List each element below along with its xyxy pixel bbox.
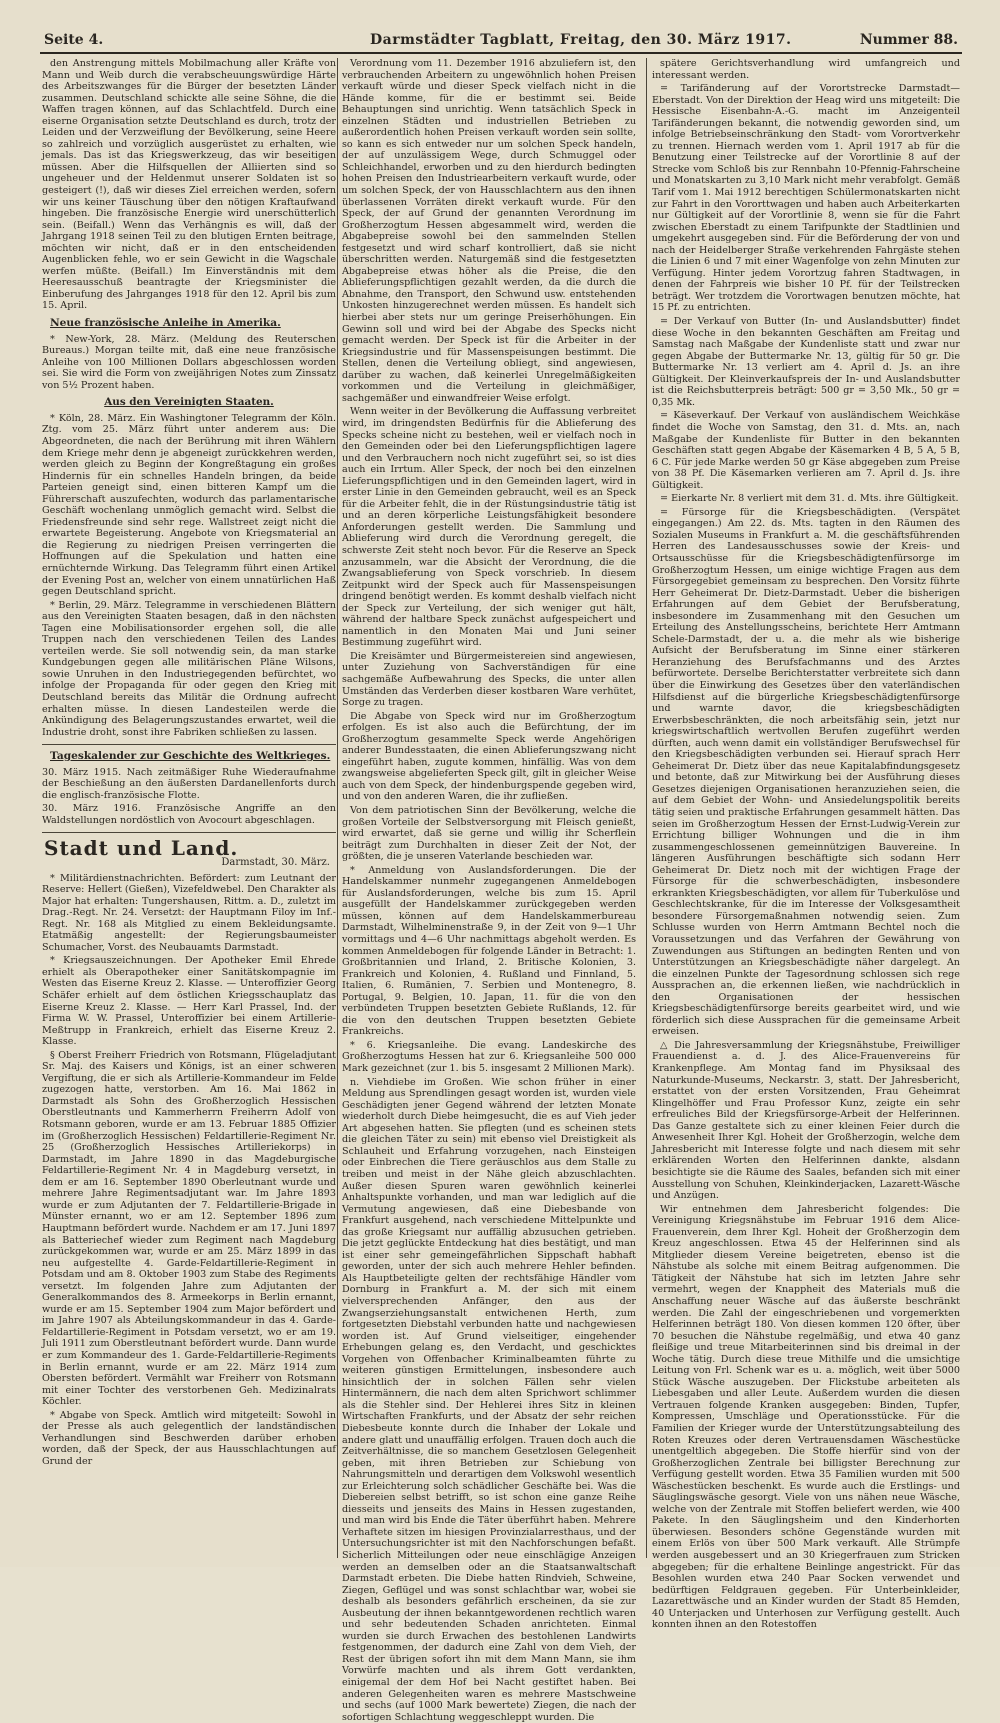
divider <box>42 744 336 745</box>
article-text: = Eierkarte Nr. 8 verliert mit dem 31. d. Mts. ihre Gültigkeit. <box>660 493 959 505</box>
article-text: § Oberst Freiherr Friedrich von Rotsmann, Flügeladjutant Sr. Maj. des Kaisers und Königs, ist an einer schweren Vergiftung, die er sich als Artillerie-Kommandeur im Felde zugezogen hatte, verstorben. Am 16. Mai 1862 in Darmstadt als Sohn des Großherzoglich Hessischen Oberstleutnants und Kammerherrn Freiherrn Adolf von Rotsmann geboren, wurde er am 13. Februar 1885 Offizier im (Großherzoglich Hessischen) Feldartillerie-Regiment Nr. 25 (Großherzoglich Hessisches Artilleriekorps) in Darmstadt, im Jahre 1890 in das Magdeburgische Feldartillerie-Regiment Nr. 4 in Magdeburg versetzt, in dem er am 16. September 1890 Oberleutnant wurde und mehrere Jahre Regimentsadjutant war. Im Jahre 1893 wurde er zum Adjutanten der 7. Feldartillerie-Brigade in Münster ernannt, wo er am 12. September 1896 zum Hauptmann befördert wurde. Nachdem er am 17. Juni 1897 als Batteriechef wieder zum Regiment nach Magdeburg zurückgekommen war, wurde er am 25. März 1899 in das neu aufgestellte 4. Garde-Feldartillerie-Regiment in Potsdam und am 8. Oktober 1903 zum Stabe des Regiments versetzt. Im folgenden Jahre zum Adjutanten der Generalkommandos des 8. Armeekorps in Berlin ernannt, wurde er am 15. September 1904 zum Major befördert und im Jahre 1907 als Abteilungskommandeur in das 4. Garde-Feldartillerie-Regiment in Potsdam versetzt, wo er am 19. Juli 1911 zum Oberstleutnant befördert wurde. Dann wurde er zum Kommandeur des 1. Garde-Feldartillerie-Regiments in Berlin ernannt, wurde er am 22. März 1914 zum Obersten befördert. Vermählt war Freiherr von Rotsmann mit einer Tochter des verstorbenen Geh. Medizinalrats Köchler. <box>42 1049 336 1408</box>
column-3 <box>652 58 960 1631</box>
article-text: * Abgabe von Speck. Amtlich wird mitgeteilt: Sowohl in der Presse als auch gelegentlich der landständischen Verhandlungen sind Beschwerden darüber erhoben worden, daß der Speck, der aus Hausschlachtungen auf Grund der <box>42 1409 336 1467</box>
article-text: * Köln, 28. März. Ein Washingtoner Telegramm der Köln. Ztg. vom 25. März führt unter anderem aus: Die Abgeordneten, die nach der Berührung mit ihren Wählern dem Kriege mehr denn je abgeneigt zurückkehren werden, werden gleich zu Beginn der Kongreßtagung ein großes Hindernis für ein schnelles Handeln bringen, da beide Parteien geneigt sind, einen bitteren Kampf um die Führerschaft auszufechten, wodurch das parlamentarische Geschäft wochenlang unmöglich gemacht wird. Selbst die Friedensfreunde sind sehr rege. Wallstreet zeigt nicht die erwartete Begeisterung. Angebote von Kriegsmaterial an die Regierung zu niedrigen Preisen verringerten die Hoffnungen auf die Spekulation und hatten eine ernüchternde Wirkung. Das Telegramm führt einen Artikel der Evening Post an, welcher von einem unnatürlichen Haß gegen Deutschland spricht. <box>42 412 336 598</box>
column-rule-1 <box>337 58 338 1558</box>
column-rule-2 <box>646 58 647 1558</box>
article-text: Verordnung vom 11. Dezember 1916 abzuliefern ist, den verbrauchenden Arbeitern zu ungewöhnlich hohen Preisen verkauft würde und dieser Speck vielfach nicht in die Hände komme, für die er bestimmt sei. Beide Behauptungen sind unrichtig. Wenn tatsächlich Speck in einzelnen Städten und industriellen Betrieben zu außerordentlich hohen Preisen verkauft worden sein sollte, so kann es sich entweder nur um solchen Speck handeln, der auf unzulässigem Wege, durch Schmuggel oder Schleichhandel, erworben und zu den hierdurch bedingten hohen Preisen den Industriearbeitern verkauft wurde, oder um solchen Speck, der von Hausschlachtern aus den ihnen überlassenen Vorräten direkt verkauft wurde. Für den Speck, der auf Grund der genannten Verordnung im Großherzogtum Hessen abgesammelt wird, werden die Abgabepreise sowohl bei den sammelnden Stellen festgesetzt und wird scharf kontrolliert, daß sie nicht überschritten werden. Naturgemäß sind die festgesetzten Abgabepreise etwas höher als die Preise, die den Ablieferungspflichtigen gezahlt werden, da die durch die Abnahme, den Transport, den Schwund usw. entstehenden Unkosten hinzugerechnet werden müssen. Es handelt sich hierbei aber stets nur um geringe Preiserhöhungen. Ein Gewinn soll und wird bei der Abgabe des Specks nicht gemacht werden. Der Speck ist für die Arbeiter in der Kriegsindustrie und für Massenspeisungen bestimmt. Die Stellen, denen die Verteilung obliegt, sind angewiesen, darüber zu wachen, daß keinerlei Unregelmäßigkeiten vorkommen und die Verteilung in gleichmäßiger, sachgemäßer und einwandfreier Weise erfolgt. <box>342 58 636 404</box>
article-text: = Tarifänderung auf der Vorortstrecke Darmstadt—Eberstadt. Von der Direktion der Heag wird uns mitgeteilt: Die Hessische Eisenbahn-A.-G. macht im Anzeigenteil Tarifänderungen bekannt, die notwendig geworden sind, um infolge Betriebseinschränkung den Stadt- vom Vorortverkehr zu trennen. Hiernach werden vom 1. April 1917 ab für die Benutzung einer Teilstrecke auf der Vorortlinie 8 auf der Strecke vom Schloß bis zur Rennbahn 10-Pfennig-Fahrscheine und Monatskarten zu 3,10 Mark nicht mehr verabfolgt. Gemäß Tarif vom 1. Mai 1912 berechtigen Schülermonatskarten nicht zur Fahrt in den Vororttwagen und haben auch Arbeiterkarten nur Gültigkeit auf der Vorortlinie 8, wenn sie für die Fahrt zwischen Eberstadt zu einem Tarifpunkte der Stadtlinien und umgekehrt ausgegeben sind. Für die Beförderung der von und nach der Heidelberger Straße verkehrenden Fahrgäste stehen die Linien 6 und 7 mit einer Wagenfolge von zehn Minuten zur Verfügung. Hinter jedem Vorortzug fahren Stadtwagen, in denen der Fahrpreis wie bisher 10 Pf. für der Teilstrecken beträgt. Wer trotzdem die Vorortwagen benutzen möchte, hat 15 Pf. zu entrichten. <box>652 83 960 314</box>
article-text: * Militärdienstnachrichten. Befördert: zum Leutnant der Reserve: Hellert (Gießen), Vizefeldwebel. Den Charakter als Major hat erhalten: Tungershausen, Rittm. a. D., zuletzt im Drag.-Regt. Nr. 24. Versetzt: der Hauptmann Filoy im Inf.-Regt. Nr. 168 als Mitglied zu einem Bekleidungsamte. Etatmäßig angestellt: der Regierungsbaumeister Schumacher, Vorst. des Neubauamts Darmstadt. <box>42 872 336 953</box>
calendar-entry: 30. März 1916. Französische Angriffe an den Waldstellungen nordöstlich von Avocourt abgeschlagen. <box>42 803 336 826</box>
article-text: = Fürsorge für die Kriegsbeschädigten. (Verspätet eingegangen.) Am 22. ds. Mts. tagten in den Räumen des Sozialen Museums in Frankfurt a. M. die geschäftsführenden Herren des Landesausschusses sowie der Kreis- und Ortsausschüsse für die Kriegsbeschädigtenfürsorge im Großherzogtum Hessen, um einige wichtige Fragen aus dem Fürsorgegebiet gemeinsam zu besprechen. Den Vorsitz führte Herr Geheimerat Dr. Dietz-Darmstadt. Ueber die bisherigen Erfahrungen auf dem Gebiet der Berufsberatung, insbesondere im Zusammenhang mit den Gesuchen um Erteilung des Anstellungsscheins, berichtete Herr Amtmann Schele-Darmstadt, der u. a. die mehr als wie bisherige Aufsicht der Berufsberatung im Sinne einer stärkeren Heranziehung des Berufsfachmanns und des Arztes befürwortete. Derselbe Berichterstatter verbreitete sich dann über die Einwirkung des Gesetzes über den vaterländischen Hilfsdienst auf die bürgerliche Kriegsbeschädigtenfürsorge und warnte davor, die kriegsbeschädigten Erwerbsbeschränkten, die noch arbeitsfähig sein, jetzt nur kriegswirtschaftlich wertvollen Berufen zugeführt werden dürften, auch wenn damit ein vollständiger Berufswechsel für den Kriegsbeschädigten verbunden sei. Hierauf sprach Herr Geheimerat Dr. Dietz über das neue Kapitalabfindungsgesetz und betonte, daß zur Mitwirkung bei der Ausführung dieses Gesetzes diejenigen Organisationen heranzuziehen seien, die auf dem Gebiet der Wohn- und Ansiedelungspolitik bereits tätig seien und praktische Erfahrungen gesammelt hätten. Das seien im Großherzogtum Hessen der Ernst-Ludwig-Verein zur Errichtung billiger Wohnungen und die in ihm zusammengeschlossenen gemeinnützigen Bauvereine. In längeren Ausführungen beschäftigte sich sodann Herr Geheimerat Dr. Dietz noch mit der wichtigen Frage der Fürsorge für die schwerbeschädigten, insbesondere erkrankten Kriegsbeschädigten, vor allem für Tuberkulöse und Geschlechtskranke, für die im Interesse der Volksgesamtheit besondere Fürsorgemaßnahmen notwendig seien. Zum Schlusse wurden von Herrn Amtmann Bechtel noch die Voraussetzungen und das Verfahren der Gewährung von Zuwendungen aus Stiftungen an bedingten Renten und von Unterstützungen an Kriegsbeschädigte näher dargelegt. An die einzelnen Punkte der Tagesordnung schlossen sich rege Aussprachen an, die erkennen ließen, wie nachdrücklich in den Organisationen der hessischen Kriegsbeschädigtenfürsorge bereits gearbeitet wird, und wie förderlich sich diese Aussprachen für die gemeinsame Arbeit erweisen. <box>652 506 960 1038</box>
article-text: = Käseverkauf. Der Verkauf von ausländischem Weichkäse findet die Woche von Samstag, den 31. d. Mts. an, nach Maßgabe der Kundenliste für Butter in den bekannten Geschäften statt gegen Abgabe der Käsemarken 4 B, 5 A, 5 B, 6 C. Für jede Marke werden 50 gr Käse abgegeben zum Preise von 38 Pf. Die Käsemarken verlieren am 7. April d. Js. ihre Gültigkeit. <box>652 410 960 491</box>
masthead-line: Darmstädter Tagblatt, Freitag, den 30. März 1917. <box>370 32 792 48</box>
article-text: Die Kreisämter und Bürgermeistereien sind angewiesen, unter Zuziehung von Sachverständigen für eine sachgemäße Aufbewahrung des Specks, die unter allen Umständen das Verderben dieser kostbaren Ware verhütet, Sorge zu tragen. <box>342 650 636 709</box>
running-head <box>40 30 962 54</box>
section-heading: Aus den Vereinigten Staaten. <box>104 396 274 409</box>
article-text: * Berlin, 29. März. Telegramme in verschiedenen Blättern aus den Vereinigten Staaten besagen, daß in den nächsten Tagen eine Mobilisationsorder ergehen soll, die alle Truppen nach den verschiedenen Teilen des Landes verteilen werde. Sie soll notwendig sein, da man starke Kundgebungen gegen alle militärischen Pläne Wilsons, sowie Unruhen in den Industriegegenden befürchtet, wo infolge der Propaganda für oder gegen den Krieg mit Deutschland bereits das Militär die Ordnung aufrecht erhalten müsse. In diesen Landesteilen werde die Ankündigung des Belagerungszustandes erwartet, weil die Industrie droht, sonst ihre Fabriken schließen zu lassen. <box>42 599 336 738</box>
article-text: * Kriegsauszeichnungen. Der Apotheker Emil Ehrede erhielt als Oberapotheker einer Sanitätskompagnie im Westen das Eiserne Kreuz 2. Klasse. — Unteroffizier Georg Schäfer erhielt auf dem östlichen Kriegsschauplatz das Eiserne Kreuz 2. Klasse. — Herr Karl Prassel, Ind. der Firma W. W. Prassel, Unteroffizier bei einem Artillerie-Meßtrupp in Frankreich, erhielt das Eiserne Kreuz 2. Klasse. <box>42 955 336 1048</box>
column-1 <box>42 58 336 1558</box>
article-text: den Anstrengung mittels Mobilmachung aller Kräfte von Mann und Weib durch die verabscheuungswürdige Härte des Arbeitszwanges für die Bürger der besetzten Länder zusammen. Deutschland schickte alle seine Söhne, die die Waffen tragen können, auf das Schlachtfeld. Durch eine eiserne Organisation setzte Deutschland es durch, trotz der Leiden und der Verzweiflung der Bevölkerung, seine Heere so zahlreich und vorzüglich ausgerüstet zu erhalten, wie jemals. Das ist das Kriegswerkzeug, das wir beseitigen müssen. Aber die Hilfsquellen der Alliierten sind so ungeheuer und der Heldenmut unserer Soldaten ist so gesteigert (!), daß wir dieses Ziel erreichen werden, sofern wir uns keiner Täuschung über den nötigen Kraftaufwand hingeben. Die französische Energie wird unerschütterlich sein. (Beifall.) Wenn das Verhängnis es will, daß der Jahrgang 1918 seinen Teil zu den blutigen Ernten beitrage, möchten wir nicht, daß er in den entscheidenden Augenblicken fehle, wo er sein Gewicht in die Wagschale werfen müßte. (Beifall.) Im Einverständnis mit dem Heeresausschuß beantragte der Kriegsminister die Einberufung des Jahrganges 1918 für den 12. April bis zum 15. April. <box>42 58 336 312</box>
article-text: = Der Verkauf von Butter (In- und Auslandsbutter) findet diese Woche in den bekannten Geschäften am Freitag und Samstag nach Maßgabe der Kundenliste statt und zwar nur gegen Abgabe der Buttermarke Nr. 13, gültig für 50 gr. Die Buttermarke Nr. 13 verliert am 4. April d. Js. an ihre Gültigkeit. Der Kleinverkaufspreis der In- und Auslandsbutter ist die Reichsbutterpreis beträgt: 500 gr = 3,50 Mk., 50 gr = 0,35 Mk. <box>652 316 960 408</box>
dateline: Darmstadt, 30. März. <box>221 857 330 868</box>
page-number: Seite 4. <box>44 32 104 48</box>
article-text: spätere Gerichtsverhandlung wird umfangreich und interessant werden. <box>652 58 960 81</box>
article-text: * Anmeldung von Auslandsforderungen. Die der Handelskammer nunmehr zugegangenen Anmeldebogen für Auslandsforderungen, welche bis zum 15. April ausgefüllt der Handelskammer zurückgegeben werden müssen, können auf dem Handelskammerbureau Darmstadt, Wilhelminenstraße 9, in der Zeit von 9—1 Uhr vormittags und 4—6 Uhr nachmittags abgeholt werden. Es kommen Anmeldebogen für folgende Länder in Betracht: 1. Großbritannien und Irland, 2. Britische Kolonien, 3. Frankreich und Kolonien, 4. Rußland und Finnland, 5. Italien, 6. Rumänien, 7. Serbien und Montenegro, 8. Portugal, 9. Belgien, 10. Japan, 11. für die von den verbündeten Truppen besetzten Gebiete Rußlands, 12. für die von den deutschen Truppen besetzten Gebiete Frankreichs. <box>342 864 636 1038</box>
article-text: * New-York, 28. März. (Meldung des Reuterschen Bureaus.) Morgan teilte mit, daß eine neue französische Anleihe von 100 Millionen Dollars abgeschlossen worden sei. Sie wird die Form von zweijährigen Notes zum Zinssatz von 5½ Prozent haben. <box>42 333 336 391</box>
column-2 <box>342 58 636 1723</box>
section-heading: Neue französische Anleihe in Amerika. <box>50 317 281 330</box>
article-text: n. Viehdiebe im Großen. Wie schon früher in einer Meldung aus Sprendlingen gesagt worden ist, wurden viele Geschädigten jener Gegend während der letzten Monate wiederholt durch Diebe heimgesucht, die es auf Vieh jeder Art abgesehen hatten. Sie pflegten (und es scheinen stets die gleichen Täter zu sein) mit ebenso viel Dreistigkeit als Schlauheit und Erfahrung vorzugehen, nach Einsteigen oder Einbrechen die Tiere geräuschlos aus dem Stalle zu treiben und meist in der Nähe gleich abzuschlachten. Außer diesen Spuren waren gewöhnlich keinerlei Anhaltspunkte vorhanden, und man war lediglich auf die Vermutung angewiesen, daß eine Diebesbande von Frankfurt ausgehend, nach verschiedene Mittelpunkte und das große Kriegsamt nur auffällig abzusuchen getrieben. Die jetzt geglückte Entdeckung hat dies bestätigt, und man ist einer sehr gemeingefährlichen Sippschaft habhaft geworden, unter der sich auch mehrere Hehler befinden. Als Hauptbeteiligte gelten der rechtsfähige Händler vom Dornburg in Frankfurt a. M. der sich mit einem vielversprechenden Anfänger, den aus der Zwangserziehungsanstalt entwichenen Herth, zum fortgesetzten Diebstahl verbunden hatte und nachgewiesen worden ist. Auf Grund vielseitiger, eingehender Erhebungen gelang es, den Verdacht, und geschicktes Vorgehen von Offenbacher Kriminalbeamten führte zu weiteren günstigen Ermittelungen, insbesondere auch hinsichtlich der in solchen Fällen sehr vielen Hintermännern, die nach dem alten Sprichwort schlimmer als die Stehler sind. Der Hehlerei ihres Sitz in kleinen Wirtschaften Frankfurts, und der Absatz der sehr reichen Diebesbeute konnte durch die Inhaber der Lokale und andere glatt und unauffällig erfolgen. Trauen doch auch die Zeitverhältnisse, die so manchem Gesetzlosen Gelegenheit geben, mit ihren Betrieben zur Schiebung von Nahrungsmitteln und derartigen dem Volkswohl wesentlich zur Erleichterung solch schädlicher Geschäfte bei. Was die Diebereien selbst betrifft, so ist schon eine ganze Reihe diesseits und jenseits des Mains in Hessen zugestanden, und man wird bis Ende die Täter überführt haben. Mehrere Verhaftete sitzen im hiesigen Provinzialarresthaus, und der Untersuchungsrichter ist mit den Nachforschungen befaßt. Sicherlich Mitteilungen oder neue einschlägige Anzeigen werden an demselben oder an die Staatsanwaltschaft Darmstadt erbeten. Die Diebe hatten Rindvieh, Schweine, Ziegen, Geflügel und was sonst schlachtbar war, wobei sie deshalb als besonders gefährlich erscheinen, da sie zur Ausbeutung der ihnen bekanntgewordenen rechtlich waren und sehr bedeutenden Schaden anrichteten. Einmal wurden sie durch Erwachen des bestohlenen Landwirts festgenommen, der dadurch eine Zahl von dem Vieh, der Rest der übrigen sofort ihn mit dem Mann Mann, sie ihm Vorwürfe machten und als ihrem Gott verdankten, einigemal der dem Hof bei Nacht gestiftet haben. Bei anderen Gelegenheiten waren es mehrere Mastschweine und sechs (auf 1000 Mark bewertete) Ziegen, die nach der sofortigen Schlachtung weggeschleppt wurden. Die <box>342 1076 636 1723</box>
article-text: Von dem patriotischen Sinn der Bevölkerung, welche die großen Vorteile der Selbstversorgung mit Fleisch genießt, wird erwartet, daß sie gerne und willig ihr Scherflein beiträgt zum Durchhalten in dieser Zeit der Not, der größten, die je unseren Vaterlande beschieden war. <box>342 805 636 863</box>
article-text: * 6. Kriegsanleihe. Die evang. Landeskirche des Großherzogtums Hessen hat zur 6. Kriegsanleihe 500 000 Mark gezeichnet (zur 1. bis 5. insgesamt 2 Millionen Mark). <box>342 1039 636 1075</box>
section-heading: Tageskalender zur Geschichte des Weltkrieges. <box>50 750 331 763</box>
section-title-stadt-und-land: Stadt und Land. <box>44 836 239 861</box>
calendar-entry: 30. März 1915. Nach zeitmäßiger Ruhe Wiederaufnahme der Beschießung an den äußersten Dardanellenforts durch die englisch-französische Flotte. <box>42 766 336 801</box>
article-text: Wenn weiter in der Bevölkerung die Auffassung verbreitet wird, im dringendsten Bedürfnis für die Ablieferung des Specks scheine nicht zu bestehen, weil er vielfach noch in den Gemeinden oder bei den Lieferungspflichtigen lagere und den Verbrauchern noch nicht zugeführt sei, so ist dies auch ein Irrtum. Aller Speck, der noch bei den einzelnen Lieferungspflichtigen und in den Gemeinden lagert, wird in erster Linie in den Gemeinden gebraucht, weil es an Speck für die Arbeiter fehlt, die in der Rüstungsindustrie tätig ist und an deren körperliche Leistungsfähigkeit besondere Anforderungen gestellt werden. Die Sammlung und Ablieferung wird durch die Verordnung geregelt, die schwerste Zeit steht noch bevor. Für die Reserve an Speck anzusammeln, war die Absicht der Verordnung, die die Zwangsablieferung von Speck vorschrieb. In diesem Zeitpunkt wird der Speck auch für Massenspeisungen dringend benötigt werden. Es kommt deshalb vielfach nicht der Speck zur Verteilung, der sich weniger gut hält, während der haltbare Speck zunächst aufgespeichert und namentlich in den Monaten Mai und Juni seiner Bestimmung zugeführt wird. <box>342 406 636 649</box>
article-text: Die Abgabe von Speck wird nur im Großherzogtum erfolgen. Es ist also auch die Befürchtung, der im Großherzogtum gesammelte Speck werde Angehörigen anderer Bundesstaaten, die einen Ablieferungszwang nicht eingeführt haben, zugute kommen, hinfällig. Was von dem zwangsweise abgelieferten Speck gilt, gilt in gleicher Weise auch von dem Speck, der hindenburgspende gegeben wird, und von den anderen Waren, die ihr zufließen. <box>342 710 636 803</box>
article-text: Wir entnehmen dem Jahresbericht folgendes: Die Vereinigung Kriegsnähstube im Februar 1916 dem Alice-Frauenverein, dem Ihrer Kgl. Hoheit der Großherzogin dem Kreuz angeschlossen. Etwa 45 der Helferinnen sind als Mitglieder diesem Vereine beigetreten, ebenso ist die Nähstube als solche mit einem Beitrag aufgenommen. Die Tätigkeit der Nähstube hat sich im letzten Jahre sehr vermehrt, wegen der Knappheit des Materials muß die Anschaffung neuer Wäsche auf das äußerste beschränkt werden. Die Zahl der eingeschriebenen und vorgemerkten Helferinnen beträgt 180. Von diesen kommen 120 öfter, über 70 besuchen die Nähstube regelmäßig, und etwa 40 ganz fleißige und treue Mitarbeiterinnen sind bis dreimal in der Woche tätig. Durch diese treue Mithilfe und die umsichtige Leitung von Frl. Schenk war es u. a. möglich, weit über 5000 Stück Wäsche auszugeben. Der Flickstube arbeiteten als Liebesgaben und aller Leute. Außerdem wurden die diesen Vertrauen folgende Kranken ausgegeben: Binden, Tupfer, Kompressen, Umschläge und Operationsstücke. Für die Familien der Krieger wurde der Unterstützungsabteilung des Roten Kreuzes oder deren Vertrauensdamen Wäschestücke unentgeltlich abgegeben. Die Stoffe hierfür sind von der Großherzoglichen Zentrale bei billigster Berechnung zur Verfügung gestellt worden. Etwa 35 Familien wurden mit 500 Wäschestücken beschenkt. Es wurde auch die Erstlings- und Säuglingswäsche gesorgt. Viele von uns nähen neue Wäsche, welche von der Zentrale mit Stoffen beliefert werden, wie 400 Pakete. In den Säuglingsheim und den Kinderhorten überwiesen. Besonders schöne Gegenstände wurden mit einem Erlös von über 500 Mark verkauft. Alle Strümpfe werden ausgebessert und an 30 Kriegerfrauen zum Stricken abgegeben; für die erhaltene Beinlinge angestrickt. Für das Besohlen wurden etwa 240 Paar Socken verwendet und bedürftigen Feldgrauen gegeben. Für Unterbeinkleider, Lazarettwäsche und an Kinder wurden der Stadt 85 Hemden, 40 Unterjacken und Unterhosen zur Verfügung gestellt. Auch konnten ihnen an den Rotestoffen <box>652 1203 960 1631</box>
article-text: △ Die Jahresversammlung der Kriegsnähstube, Freiwilliger Frauendienst a. d. J. des Alice-Frauenvereins für Krankenpflege. Am Montag fand im Physiksaal des Naturkunde-Museums, Neckarstr. 3, statt. Der Jahresbericht, erstattet von der ersten Vorsitzenden, Frau Geheimrat Klingelhöffer und Frau Professor Kunz, zeigte ein sehr erfreuliches Bild der Kriegsfürsorge-Arbeit der Helferinnen. Das Ganze gestaltete sich zu einer kleinen Feier durch die Anwesenheit Ihrer Kgl. Hoheit der Großherzogin, welche dem Jahresbericht mit Interesse folgte und nach diesem mit sehr erklärenden Worten den Helferinnen dankte, alsdann besichtigte sie die Räume des Saales, befanden sich mit einer Ausstellung von Schuhen, Kleinkinderjacken, Lazarett-Wäsche und Anzügen. <box>652 1039 960 1202</box>
issue-number: Nummer 88. <box>859 32 958 48</box>
divider <box>42 832 336 833</box>
